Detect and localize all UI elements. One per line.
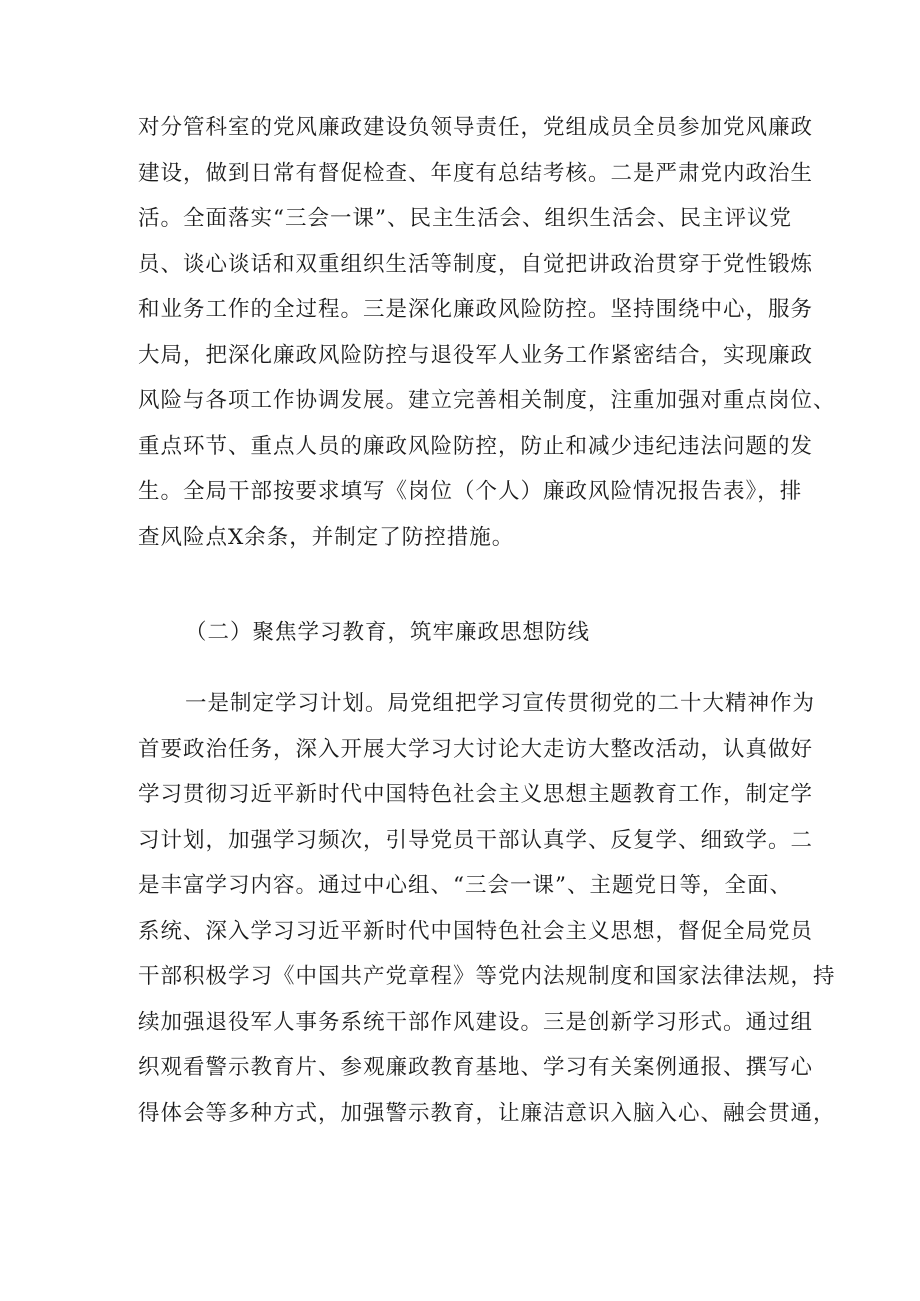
paragraph-line: 查风险点X余条，并制定了防控措施。 — [138, 524, 515, 550]
paragraph-line: 得体会等多种方式，加强警示教育，让廉洁意识入脑入心、融会贯通， — [138, 1100, 836, 1126]
paragraph-line: 习计划，加强学习频次，引导党员干部认真学、反复学、细致学。二 — [138, 827, 814, 853]
paragraph-line: 员、谈心谈话和双重组织生活等制度，自觉把讲政治贯穿于党性锻炼 — [138, 251, 814, 277]
paragraph-line: 是丰富学习内容。通过中心组、“三会一课”、主题党日等，全面、 — [138, 873, 792, 898]
paragraph-line: 首要政治任务，深入开展大学习大讨论大走访大整改活动，认真做好 — [138, 736, 814, 762]
paragraph-1 — [138, 105, 836, 560]
paragraph-line: 重点环节、重点人员的廉政风险防控，防止和减少违纪违法问题的发 — [138, 433, 814, 459]
paragraph-line: 和业务工作的全过程。三是深化廉政风险防控。坚持围绕中心，服务 — [138, 297, 814, 322]
paragraph-line: 风险与各项工作协调发展。建立完善相关制度，注重加强对重点岗位、 — [138, 388, 836, 413]
paragraph-line: 对分管科室的党风廉政建设负领导责任，党组成员全员参加党风廉政 — [138, 115, 814, 140]
section-heading: （二）聚焦学习教育，筑牢廉政思想防线 — [185, 620, 591, 645]
paragraph-line: 续加强退役军人事务系统干部作风建设。三是创新学习形式。通过组 — [138, 1009, 814, 1035]
paragraph-line: 建设，做到日常有督促检查、年度有总结考核。二是严肃党内政治生 — [138, 160, 814, 186]
paragraph-line: 学习贯彻习近平新时代中国特色社会主义思想主题教育工作，制定学 — [138, 782, 814, 807]
paragraph-line: 生。全局干部按要求填写《岗位（个人）廉政风险情况报告表》，排 — [138, 479, 803, 504]
paragraph-2 — [138, 681, 836, 1136]
paragraph-line: 一是制定学习计划。局党组把学习宣传贯彻党的二十大精神作为 — [185, 691, 816, 716]
paragraph-line: 活。全面落实“三会一课”、民主生活会、组织生活会、民主评议党 — [138, 206, 792, 231]
paragraph-line: 干部积极学习《中国共产党章程》等党内法规制度和国家法律法规，持 — [138, 964, 836, 989]
paragraph-line: 织观看警示教育片、参观廉政教育基地、学习有关案例通报、撰写心 — [138, 1055, 814, 1080]
paragraph-line: 大局，把深化廉政风险防控与退役军人业务工作紧密结合，实现廉政 — [138, 342, 814, 368]
paragraph-line: 系统、深入学习习近平新时代中国特色社会主义思想，督促全局党员 — [138, 918, 814, 944]
